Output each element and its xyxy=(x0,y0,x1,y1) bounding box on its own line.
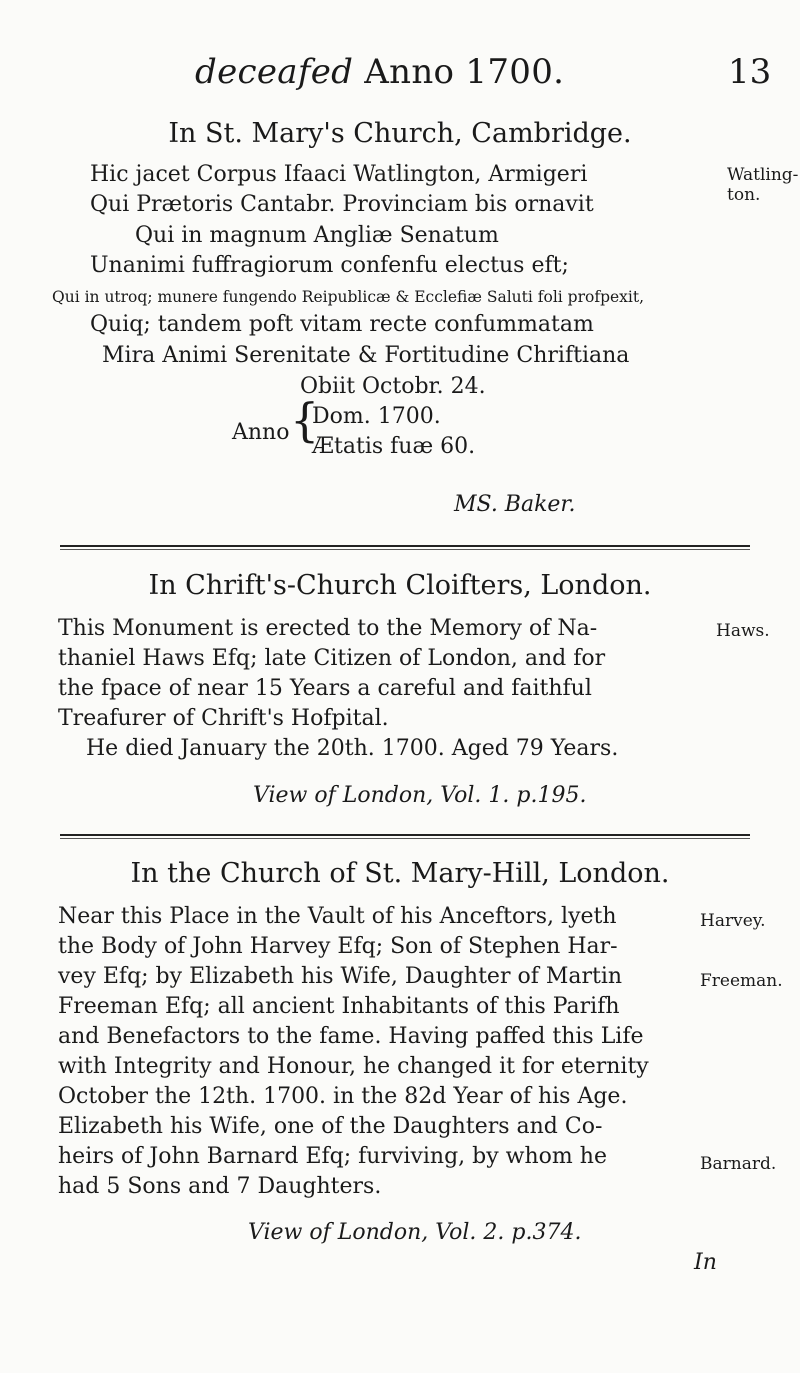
section-1-line-3: Qui in magnum Angliæ Senatum xyxy=(135,223,499,248)
section-2-source: View of London, Vol. 1. p.195. xyxy=(253,783,587,808)
section-divider-2 xyxy=(60,834,750,839)
section-3-line-4: Freeman Efq; all ancient Inhabitants of this Parifh xyxy=(58,994,620,1019)
section-2-line-5: He died January the 20th. 1700. Aged 79 Years. xyxy=(86,736,619,761)
section-1-source: MS. Baker. xyxy=(454,492,576,517)
margin-note-freeman: Freeman. xyxy=(700,971,783,991)
margin-note-watlington-1: Watling- xyxy=(727,165,799,185)
section-1-line-4: Unanimi fuffragiorum confenfu electus eft; xyxy=(90,253,569,278)
section-1-line-2: Qui Prætoris Cantabr. Provinciam bis ornavit xyxy=(90,192,594,217)
margin-note-watlington-2: ton. xyxy=(727,185,761,205)
section-1-line-7: Mira Animi Serenitate & Fortitudine Chriftiana xyxy=(102,343,630,368)
section-1-line-1: Hic jacet Corpus Ifaaci Watlington, Armigeri xyxy=(90,162,588,187)
section-2-line-3: the fpace of near 15 Years a careful and faithful xyxy=(58,676,592,701)
section-2-heading: In Chrift's-Church Cloifters, London. xyxy=(148,570,652,601)
margin-note-barnard: Barnard. xyxy=(700,1154,777,1174)
running-head-italic: deceafed xyxy=(195,52,354,92)
anno-line-1: Dom. 1700. xyxy=(312,404,441,429)
section-3-line-8: Elizabeth his Wife, one of the Daughters and Co- xyxy=(58,1114,603,1139)
running-head xyxy=(195,52,564,92)
section-1-line-6: Quiq; tandem poft vitam recte confummatam xyxy=(90,312,594,337)
section-3-line-1: Near this Place in the Vault of his Anceftors, lyeth xyxy=(58,904,617,929)
section-2-line-2: thaniel Haws Efq; late Citizen of London, and for xyxy=(58,646,606,671)
section-3-line-9: heirs of John Barnard Efq; furviving, by whom he xyxy=(58,1144,607,1169)
margin-note-harvey: Harvey. xyxy=(700,911,766,931)
anno-label: Anno xyxy=(232,420,290,445)
catchword: In xyxy=(694,1250,717,1275)
page-number: 13 xyxy=(728,52,772,92)
section-3-line-10: had 5 Sons and 7 Daughters. xyxy=(58,1174,382,1199)
section-2-line-1: This Monument is erected to the Memory of Na- xyxy=(58,616,598,641)
section-3-line-5: and Benefactors to the fame. Having paffed this Life xyxy=(58,1024,644,1049)
anno-brace: { xyxy=(290,393,320,447)
section-3-heading: In the Church of St. Mary-Hill, London. xyxy=(130,858,670,889)
section-1-heading: In St. Mary's Church, Cambridge. xyxy=(168,118,632,149)
section-2-line-4: Treafurer of Chrift's Hofpital. xyxy=(58,706,389,731)
section-1-line-5: Qui in utroq; munere fungendo Reipublicæ & Ecclefiæ Saluti foli profpexit, xyxy=(52,288,645,306)
section-3-source: View of London, Vol. 2. p.374. xyxy=(248,1220,582,1245)
anno-line-2: Ætatis fuæ 60. xyxy=(312,434,476,459)
section-3-line-7: October the 12th. 1700. in the 82d Year of his Age. xyxy=(58,1084,628,1109)
section-1-line-8: Obiit Octobr. 24. xyxy=(300,374,486,399)
running-head-roman: Anno 1700. xyxy=(353,52,565,92)
margin-note-haws: Haws. xyxy=(716,621,770,641)
section-3-line-2: the Body of John Harvey Efq; Son of Stephen Har- xyxy=(58,934,618,959)
section-3-line-6: with Integrity and Honour, he changed it for eternity xyxy=(58,1054,649,1079)
section-divider-1 xyxy=(60,545,750,550)
section-3-line-3: vey Efq; by Elizabeth his Wife, Daughter of Martin xyxy=(58,964,623,989)
